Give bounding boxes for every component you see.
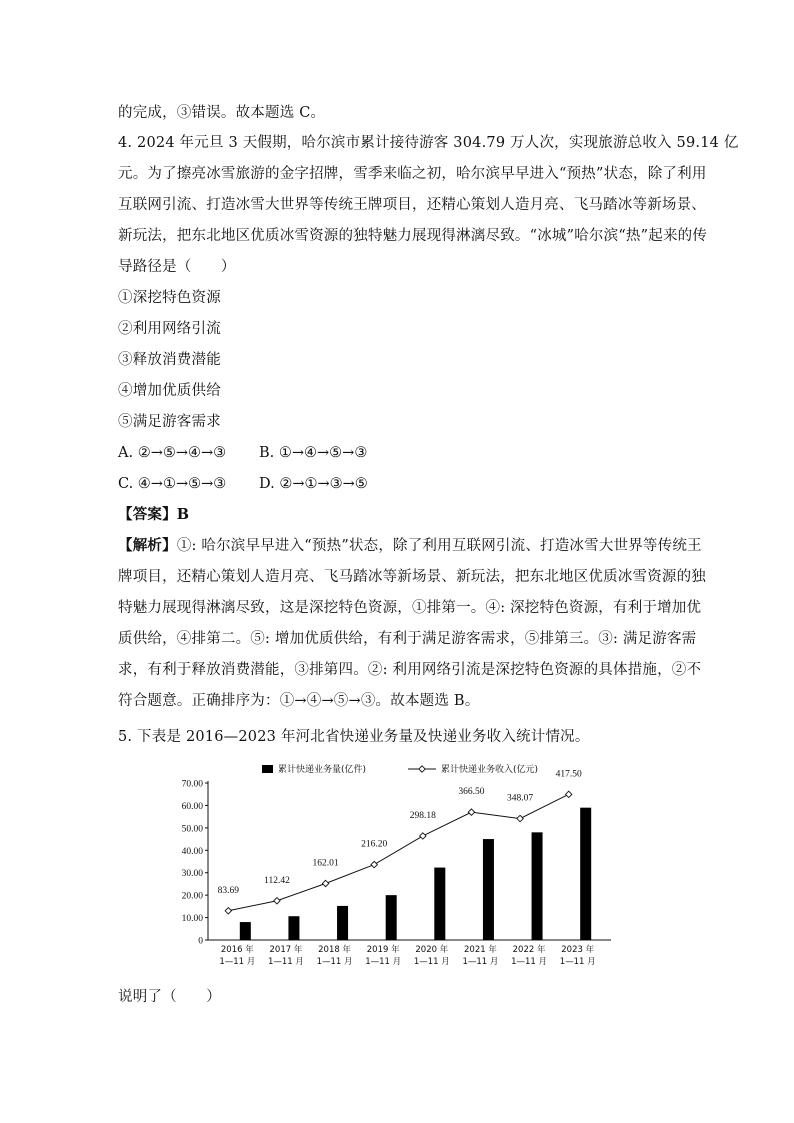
legend-line-marker — [419, 766, 425, 772]
x-tick-label: 1—11 月 — [462, 957, 499, 967]
revenue-point — [420, 833, 426, 839]
legend-bar-label: 累计快递业务量(亿件) — [278, 765, 367, 775]
y-tick-label: 40.00 — [181, 846, 203, 857]
revenue-point — [517, 815, 523, 821]
x-tick-label: 2021 年 — [464, 945, 497, 955]
analysis-text: ①: 哈尔滨早早进入“预热”状态，除了利用互联网引流、打造冰雪大世界等传统王 — [176, 538, 702, 554]
question-4-stem: 导路径是（ ） — [118, 259, 236, 275]
bar-mark — [386, 895, 397, 940]
express-chart — [166, 760, 626, 970]
question-5-stem: 5. 下表是 2016—2023 年河北省快递业务量及快递业务收入统计情况。 — [118, 729, 590, 745]
legend-line-label: 累计快递业务收入(亿元) — [441, 765, 539, 775]
revenue-point — [371, 861, 377, 867]
item-3: ③释放消费潜能 — [118, 352, 221, 368]
item-1: ①深挖特色资源 — [118, 290, 221, 306]
legend-bar-swatch — [262, 765, 273, 773]
bar-mark — [288, 916, 299, 940]
bar-mark — [337, 906, 348, 940]
item-5: ⑤满足游客需求 — [118, 414, 221, 430]
revenue-point — [274, 898, 280, 904]
y-tick-label: 60.00 — [181, 801, 203, 812]
x-tick-label: 1—11 月 — [511, 957, 548, 967]
analysis-line — [118, 536, 702, 556]
bar-mark — [580, 808, 591, 940]
option-c: C. ④→①→⑤→③ — [118, 476, 227, 492]
revenue-data-label: 366.50 — [458, 787, 485, 798]
item-2: ②利用网络引流 — [118, 321, 221, 337]
revenue-data-label: 112.42 — [264, 875, 290, 886]
x-tick-label: 2023 年 — [561, 945, 595, 955]
analysis-line: 质供给，④排第二。⑤: 增加优质供给，有利于满足游客需求，⑤排第三。③: 满足游客需 — [118, 631, 697, 647]
x-tick-label: 2018 年 — [318, 945, 351, 955]
x-tick-label: 1—11 月 — [365, 957, 402, 967]
option-d: D. ②→①→③→⑤ — [259, 476, 368, 492]
question-4-stem: 互联网引流、打造冰雪大世界等传统王牌项目，还精心策划人造月亮、飞马踏冰等新场景、 — [118, 197, 706, 213]
x-tick-label: 1—11 月 — [219, 957, 256, 967]
revenue-data-label: 417.50 — [555, 769, 582, 780]
revenue-point — [322, 880, 328, 886]
revenue-data-label: 216.20 — [361, 839, 388, 850]
revenue-point — [468, 809, 474, 815]
revenue-data-label: 162.01 — [312, 858, 339, 869]
y-tick-label: 20.00 — [181, 891, 203, 902]
text-line: 的完成，③错误。故本题选 C。 — [118, 105, 326, 121]
x-tick-label: 2019 年 — [366, 945, 400, 955]
x-tick-label: 1—11 月 — [559, 957, 596, 967]
analysis-line: 牌项目，还精心策划人造月亮、飞马踏冰等新场景、新玩法，把东北地区优质冰雪资源的独 — [118, 569, 706, 585]
question-4-stem: 元。为了擦亮冰雪旅游的金字招牌，雪季来临之初，哈尔滨早早进入“预热”状态，除了利用 — [118, 166, 707, 182]
bar-mark — [532, 832, 543, 940]
x-tick-label: 2016 年 — [220, 945, 254, 955]
y-tick-label: 70.00 — [181, 779, 203, 790]
chart-svg — [166, 760, 626, 970]
bar-mark — [483, 839, 494, 940]
question-5-end: 说明了（ ） — [118, 989, 221, 1005]
x-tick-label: 2017 年 — [269, 945, 303, 955]
analysis-line: 求，有利于释放消费潜能，③排第四。②: 利用网络引流是深挖特色资源的具体措施，②不 — [118, 662, 702, 678]
y-tick-label: 30.00 — [181, 869, 203, 880]
y-tick-label: 10.00 — [181, 914, 203, 925]
y-tick-label: 0 — [198, 936, 203, 947]
x-tick-label: 1—11 月 — [316, 957, 353, 967]
item-4: ④增加优质供给 — [118, 383, 221, 399]
revenue-line — [228, 794, 568, 910]
option-a: A. ②→⑤→④→③ — [118, 445, 227, 461]
y-tick-label: 50.00 — [181, 824, 203, 835]
x-tick-label: 2020 年 — [415, 945, 449, 955]
analysis-line: 符合题意。正确排序为：①→④→⑤→③。故本题选 B。 — [118, 693, 480, 709]
bar-mark — [434, 868, 445, 940]
revenue-data-label: 83.69 — [217, 885, 239, 896]
option-b: B. ①→④→⑤→③ — [259, 445, 368, 461]
x-tick-label: 1—11 月 — [413, 957, 450, 967]
revenue-point — [565, 791, 571, 797]
x-tick-label: 1—11 月 — [267, 957, 304, 967]
revenue-data-label: 298.18 — [409, 810, 436, 821]
revenue-data-label: 348.07 — [507, 793, 534, 804]
answer: 【答案】B — [118, 506, 190, 523]
question-4-stem: 4. 2024 年元旦 3 天假期，哈尔滨市累计接待游客 304.79 万人次，实现旅游总收入 59.14 亿 — [118, 135, 739, 151]
analysis-tag: 【解析】 — [118, 537, 177, 554]
analysis-line: 特魅力展现得淋漓尽致，这是深挖特色资源，①排第一。④: 深挖特色资源，有利于增加优 — [118, 600, 702, 616]
bar-mark — [240, 922, 251, 940]
x-tick-label: 2022 年 — [512, 945, 546, 955]
revenue-point — [225, 908, 231, 914]
question-4-stem: 新玩法，把东北地区优质冰雪资源的独特魅力展现得淋漓尽致。“冰城”哈尔滨“热”起来的传 — [118, 228, 708, 244]
